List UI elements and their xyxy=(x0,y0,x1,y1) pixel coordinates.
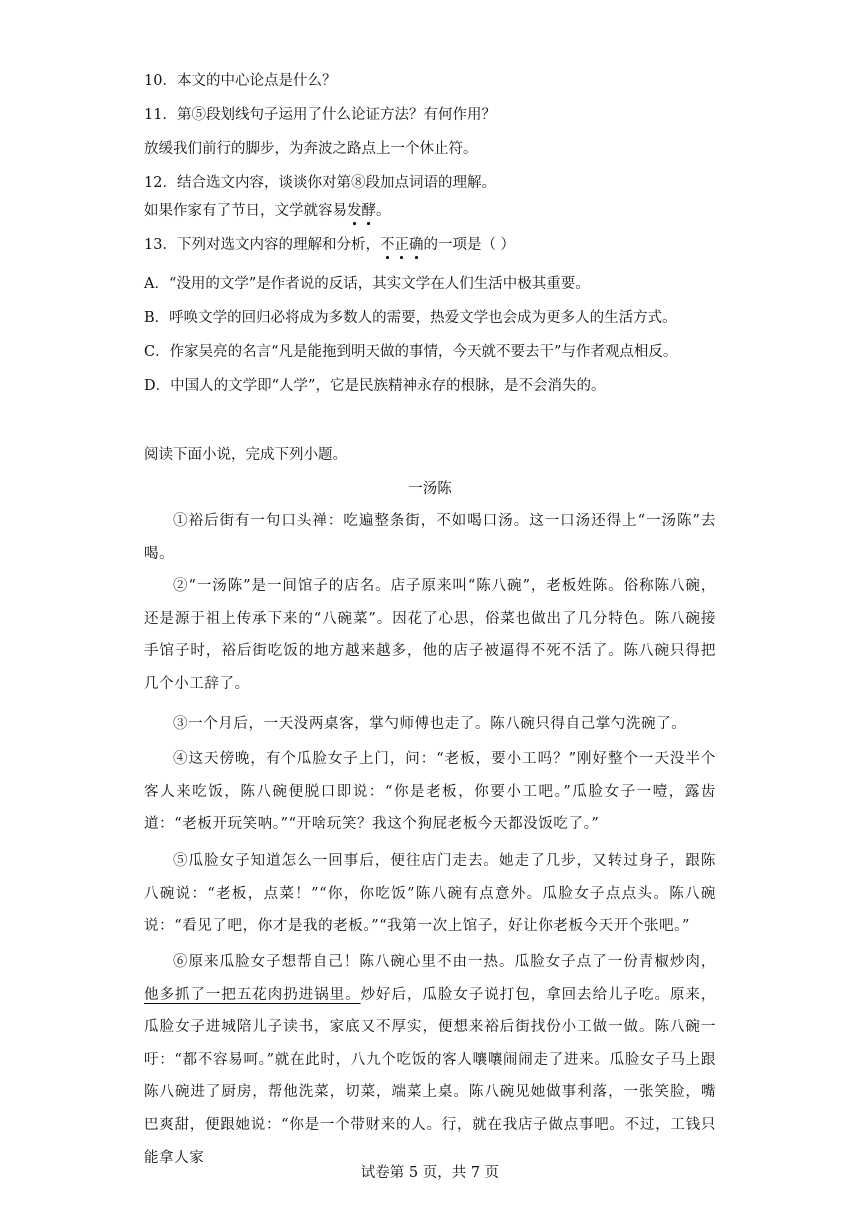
reading-instruction: 阅读下面小说，完成下列小题。 xyxy=(144,447,347,463)
dotted-char: 正 xyxy=(394,237,409,253)
question-11-quote: 放缓我们前行的脚步，为奔波之路点上一个休止符。 xyxy=(144,141,478,157)
question-13: 13．下列对选文内容的理解和分析，不正确的一项是（ ） xyxy=(144,237,516,253)
page-footer: 试卷第 5 页，共 7 页 xyxy=(360,1165,500,1181)
paragraph-6: ⑥原来瓜脸女子想帮自己！陈八碗心里不由一热。瓜脸女子点了一份青椒炒肉，他多抓了一把五花肉扔进锅里。炒好后，瓜脸女子说打包，拿回去给儿子吃。原来，瓜脸女子进城陪儿子读书，家底又不厚实，便想来裕后街找份小工做一做。陈八碗一吁：“都不容易呵。”就在此时，八九个吃饭的客人嚷嚷闹闹走了进来。瓜脸女子马上跟陈八碗进了厨房，帮他洗菜，切菜，端菜上桌。陈八碗见她做事利落，一张笑脸，嘴巴爽甜，便跟她说：“你是一个带财来的人。行，就在我店子做点事吧。不过，工钱只能拿人家 xyxy=(144,954,716,1166)
question-11: 11．第⑤段划线句子运用了什么论证方法？有何作用？ xyxy=(144,107,496,123)
dotted-char: 发 xyxy=(347,203,362,219)
paragraph-4: ④这天傍晚，有个瓜脸女子上门，问：“老板，要小工吗？”刚好整个一天没半个客人来吃饭，陈八碗便脱口即说：“你是老板，你要小工吧。”瓜脸女子一噎，露齿道：“老板开玩笑呐。”“开啥玩笑？我这个狗屁老板今天都没饭吃了。” xyxy=(144,751,716,833)
paragraph-2: ②“一汤陈”是一间馆子的店名。店子原来叫“陈八碗”，老板姓陈。俗称陈八碗，还是源于祖上传承下来的“八碗菜”。因花了心思，俗菜也做出了几分特色。陈八碗接手馆子时，裕后街吃饭的地方越来越多，他的店子被逼得不死不活了。陈八碗只得把几个小工辞了。 xyxy=(144,578,716,692)
question-12-quote: 如果作家有了节日，文学就容易发酵。 xyxy=(144,203,391,219)
paragraph-5: ⑤瓜脸女子知道怎么一回事后，便往店门走去。她走了几步，又转过身子，跟陈八碗说：“老板，点菜！”“你，你吃饭”陈八碗有点意外。瓜脸女子点点头。陈八碗说：“看见了吧，你才是我的老板。”“我第一次上馆子，好让你老板今天开个张吧。” xyxy=(144,853,716,935)
option-d: D．中国人的文学即“人学”，它是民族精神永存的根脉，是不会消失的。 xyxy=(144,378,606,394)
paragraph-1: ①裕后街有一句口头禅：吃遍整条街，不如喝口汤。这一口汤还得上“一汤陈”去喝。 xyxy=(144,513,716,562)
paragraph-3: ③一个月后，一天没两桌客，掌勺师傅也走了。陈八碗只得自己掌勺洗碗了。 xyxy=(173,716,687,732)
question-12: 12．结合选文内容，谈谈你对第⑧段加点词语的理解。 xyxy=(144,175,496,191)
question-10: 10．本文的中心论点是什么？ xyxy=(144,73,337,89)
dotted-char: 酵 xyxy=(361,203,376,219)
option-b: B．呼唤文学的回归必将成为多数人的需要，热爱文学也会成为更多人的生活方式。 xyxy=(144,310,677,326)
dotted-char: 确 xyxy=(408,237,424,253)
dotted-char: 不 xyxy=(379,237,395,253)
option-a: A．“没用的文学”是作者说的反话，其实文学在人们生活中极其重要。 xyxy=(144,276,590,292)
option-c: C．作家吴亮的名言“凡是能拖到明天做的事情，今天就不要去干”与作者观点相反。 xyxy=(144,344,678,360)
underlined-sentence: 他多抓了一把五花肉扔进锅里。 xyxy=(144,986,361,1003)
story-title: 一汤陈 xyxy=(408,481,452,497)
